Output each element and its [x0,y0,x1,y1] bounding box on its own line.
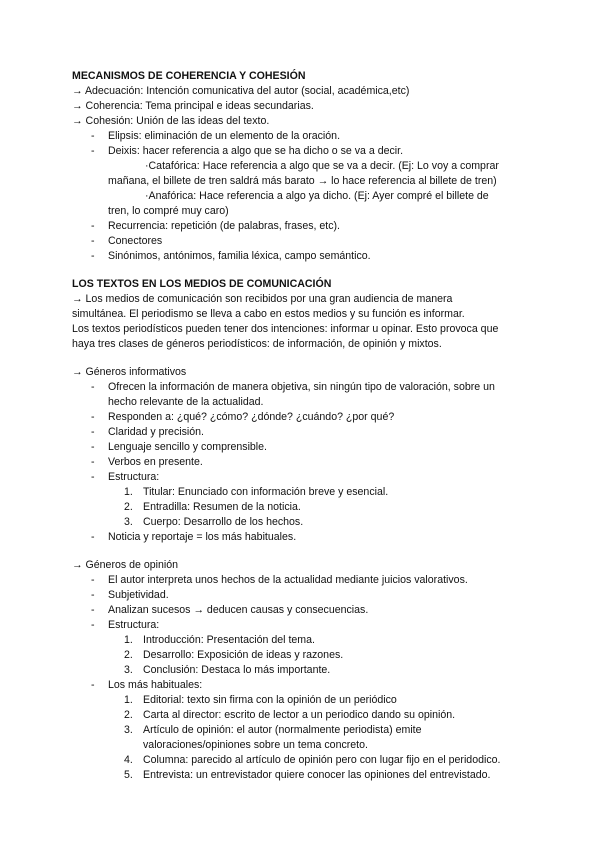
bullet-dash: - [91,456,95,468]
item-verbos: Verbos en presente. [108,456,203,468]
estructura-desarrollo: Desarrollo: Exposición de ideas y razones. [143,649,344,661]
list-number: 4. [124,754,133,766]
item-conectores: Conectores [108,235,163,247]
item-lenguaje: Lenguaje sencillo y comprensible. [108,441,267,453]
bullet-dash: - [91,604,95,616]
intro-line: → Los medios de comunicación son recibidos por una gran audiencia de manera [72,293,453,305]
bullet-dash: - [91,441,95,453]
habitual-editorial: Editorial: texto sin firma con la opinión de un periódico [143,694,397,706]
intro-line: Los textos periodísticos pueden tener dos intenciones: informar u opinar. Esto provoca que [72,323,499,335]
line-coherencia: → Coherencia: Tema principal e ideas secundarias. [72,100,314,112]
bullet-dash: - [91,574,95,586]
estructura-introduccion: Introducción: Presentación del tema. [143,634,315,646]
list-number: 1. [124,486,133,498]
list-number: 2. [124,501,133,513]
bullet-dash: - [91,381,95,393]
list-number: 3. [124,664,133,676]
deixis-anaforica-cont: tren, lo compré muy caro) [108,205,229,217]
list-number: 2. [124,649,133,661]
heading-opinion: → Géneros de opinión [72,559,179,571]
bullet-dash: - [91,250,95,262]
item-objetiva: Ofrecen la información de manera objetiva, sin ningún tipo de valoración, sobre un [108,381,495,393]
list-number: 5. [124,769,133,781]
estructura-titular: Titular: Enunciado con información breve y esencial. [143,486,389,498]
bullet-dash: - [91,589,95,601]
bullet-dash: - [91,235,95,247]
bullet-dash: - [91,426,95,438]
item-mas-habituales: Los más habituales: [108,679,203,691]
habitual-articulo: Artículo de opinión: el autor (normalmente periodista) emite [143,724,422,736]
list-number: 3. [124,724,133,736]
list-number: 2. [124,709,133,721]
bullet-dash: - [91,145,95,157]
deixis-cataforica: ·Catafórica: Hace referencia a algo que se va a decir. (Ej: Lo voy a comprar [145,160,499,172]
list-number: 1. [124,634,133,646]
heading-informativos: → Géneros informativos [72,366,187,378]
habitual-carta: Carta al director: escrito de lector a un periodico dando su opinión. [143,709,456,721]
estructura-cuerpo: Cuerpo: Desarrollo de los hechos. [143,516,304,528]
bullet-dash: - [91,531,95,543]
list-number: 3. [124,516,133,528]
item-elipsis: Elipsis: eliminación de un elemento de la oración. [108,130,341,142]
item-sinonimos: Sinónimos, antónimos, familia léxica, campo semántico. [108,250,371,262]
bullet-dash: - [91,130,95,142]
bullet-dash: - [91,220,95,232]
item-responden: Responden a: ¿qué? ¿cómo? ¿dónde? ¿cuándo? ¿por qué? [108,411,395,423]
section-title-textos: LOS TEXTOS EN LOS MEDIOS DE COMUNICACIÓN [72,278,332,290]
habitual-columna: Columna: parecido al artículo de opinión pero con lugar fijo en el peridodico. [143,754,501,766]
item-subjetividad: Subjetividad. [108,589,169,601]
section-title-coherencia: MECANISMOS DE COHERENCIA Y COHESIÓN [72,70,306,82]
bullet-dash: - [91,411,95,423]
estructura-entradilla: Entradilla: Resumen de la noticia. [143,501,301,513]
deixis-anaforica: ·Anafórica: Hace referencia a algo ya dicho. (Ej: Ayer compré el billete de [145,190,489,202]
habitual-entrevista: Entrevista: un entrevistador quiere conocer las opiniones del entrevistado. [143,769,491,781]
item-estructura: Estructura: [108,619,160,631]
intro-line: haya tres clases de géneros periodísticos: de información, de opinión y mixtos. [72,338,442,350]
item-estructura: Estructura: [108,471,160,483]
item-objetiva-cont: hecho relevante de la actualidad. [108,396,264,408]
deixis-cataforica-cont: mañana, el billete de tren saldrá más barato → lo hace referencia al billete de tren) [108,175,497,187]
item-recurrencia: Recurrencia: repetición (de palabras, frases, etc). [108,220,340,232]
habitual-articulo-cont: valoraciones/opiniones sobre un tema concreto. [143,739,368,751]
item-deixis: Deixis: hacer referencia a algo que se ha dicho o se va a decir. [108,145,404,157]
bullet-dash: - [91,471,95,483]
line-cohesion: → Cohesión: Unión de las ideas del texto. [72,115,270,127]
item-noticia: Noticia y reportaje = los más habituales. [108,531,297,543]
item-autor-interpreta: El autor interpreta unos hechos de la actualidad mediante juicios valorativos. [108,574,468,586]
line-adecuacion: → Adecuación: Intención comunicativa del autor (social, académica,etc) [72,85,410,97]
item-claridad: Claridad y precisión. [108,426,204,438]
estructura-conclusion: Conclusión: Destaca lo más importante. [143,664,331,676]
list-number: 1. [124,694,133,706]
bullet-dash: - [91,679,95,691]
bullet-dash: - [91,619,95,631]
item-analizan: Analizan sucesos → deducen causas y consecuencias. [108,604,369,616]
intro-line: simultánea. El periodismo se lleva a cabo en estos medios y su función es informar. [72,308,465,320]
